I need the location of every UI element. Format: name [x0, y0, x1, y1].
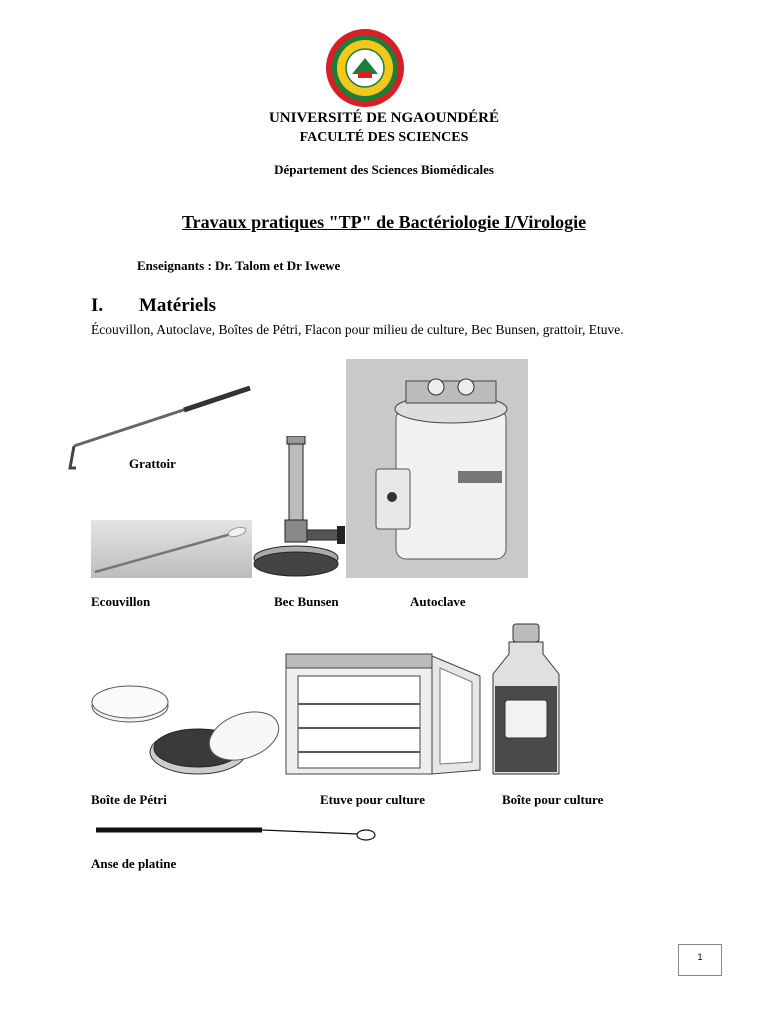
faculty-name: FACULTÉ DES SCIENCES [299, 130, 469, 145]
university-name: UNIVERSITÉ DE NGAOUNDÉRÉ [268, 110, 500, 126]
page-number-box [678, 944, 722, 976]
caption-ecouvillon: Ecouvillon [91, 594, 151, 609]
page-number: 1 [697, 952, 703, 962]
anse-platine-illustration [92, 822, 382, 844]
department-name: Département des Sciences Biomédicales [274, 162, 494, 177]
caption-anse-platine: Anse de platine [91, 856, 177, 871]
bec-bunsen-illustration [253, 436, 347, 578]
etuve-illustration [284, 652, 488, 776]
caption-autoclave: Autoclave [410, 594, 466, 609]
autoclave-illustration [346, 359, 528, 578]
caption-boite-petri: Boîte de Pétri [91, 792, 167, 807]
caption-boite-culture: Boîte pour culture [502, 792, 604, 807]
caption-bec-bunsen: Bec Bunsen [274, 594, 339, 609]
university-logo [325, 28, 405, 108]
caption-grattoir: Grattoir [129, 456, 176, 471]
section-title: Matériels [139, 295, 217, 316]
culture-flask-illustration [489, 622, 563, 778]
teachers-line: Enseignants : Dr. Talom et Dr Iwewe [137, 258, 341, 273]
petri-dish-illustration [88, 680, 284, 780]
materials-list: Écouvillon, Autoclave, Boîtes de Pétri, Flacon pour milieu de culture, Bec Bunsen, grattoir, Etuve. [91, 322, 624, 337]
section-number: I. [91, 295, 104, 316]
ecouvillon-illustration [91, 520, 252, 578]
caption-etuve: Etuve pour culture [320, 792, 425, 807]
document-title: Travaux pratiques "TP" de Bactériologie I/Virologie [181, 212, 587, 232]
